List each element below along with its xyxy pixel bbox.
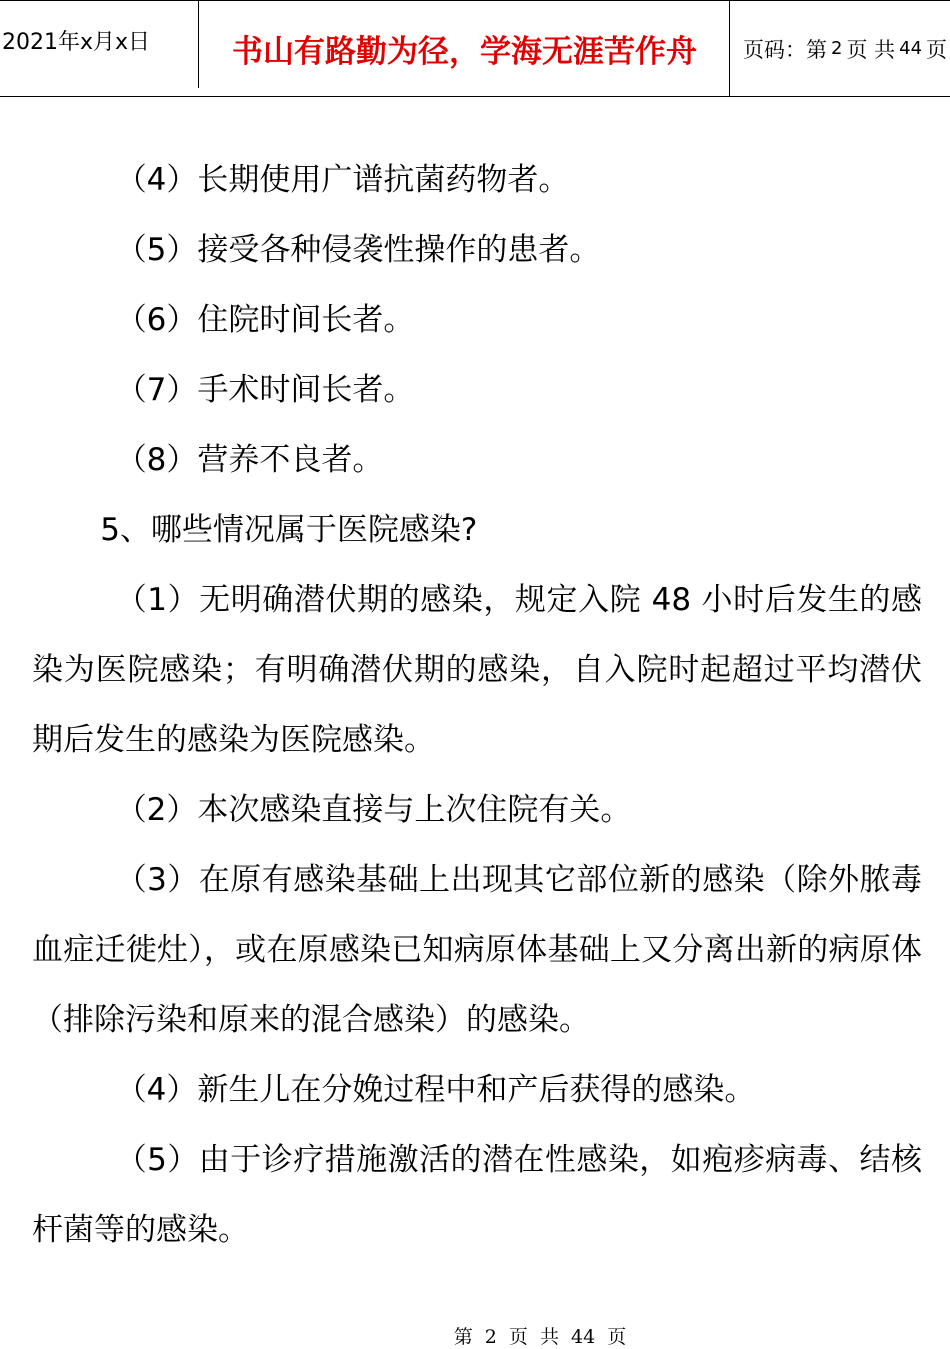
total-pages: 44	[899, 38, 923, 59]
paragraph: （1）无明确潜伏期的感染，规定入院 48 小时后发生的感染为医院感染；有明确潜伏期的感染，自入院时起超过平均潜伏期后发生的感染为医院感染。	[32, 582, 922, 758]
page-label-prefix: 页码：第	[743, 37, 827, 62]
question-heading: 5、哪些情况属于医院感染?	[100, 512, 478, 548]
page-number: 2	[831, 38, 843, 59]
document-body	[32, 145, 922, 1265]
page-header	[0, 0, 950, 97]
paragraph: （6）住院时间长者。	[115, 302, 415, 338]
paragraph: （5）接受各种侵袭性操作的患者。	[115, 232, 601, 268]
header-page-number	[731, 1, 950, 96]
page-footer: 第 2 页 共 44 页	[453, 1326, 627, 1348]
header-date: 2021年x月x日	[0, 0, 199, 88]
paragraph: （4）长期使用广谱抗菌药物者。	[115, 162, 570, 198]
page-label-suffix: 页	[926, 37, 948, 62]
paragraph: （4）新生儿在分娩过程中和产后获得的感染。	[115, 1072, 756, 1108]
header-motto: 书山有路勤为径，学海无涯苦作舟	[200, 1, 730, 96]
page-label-mid: 页 共	[846, 37, 896, 62]
paragraph: （5）由于诊疗措施激活的潜在性感染，如疱疹病毒、结核杆菌等的感染。	[32, 1142, 922, 1248]
paragraph: （8）营养不良者。	[115, 442, 384, 478]
paragraph: （7）手术时间长者。	[115, 372, 415, 408]
paragraph: （3）在原有感染基础上出现其它部位新的感染（除外脓毒血症迁徙灶），或在原感染已知病原体基础上又分离出新的病原体（排除污染和原来的混合感染）的感染。	[32, 862, 922, 1038]
paragraph: （2）本次感染直接与上次住院有关。	[115, 792, 632, 828]
